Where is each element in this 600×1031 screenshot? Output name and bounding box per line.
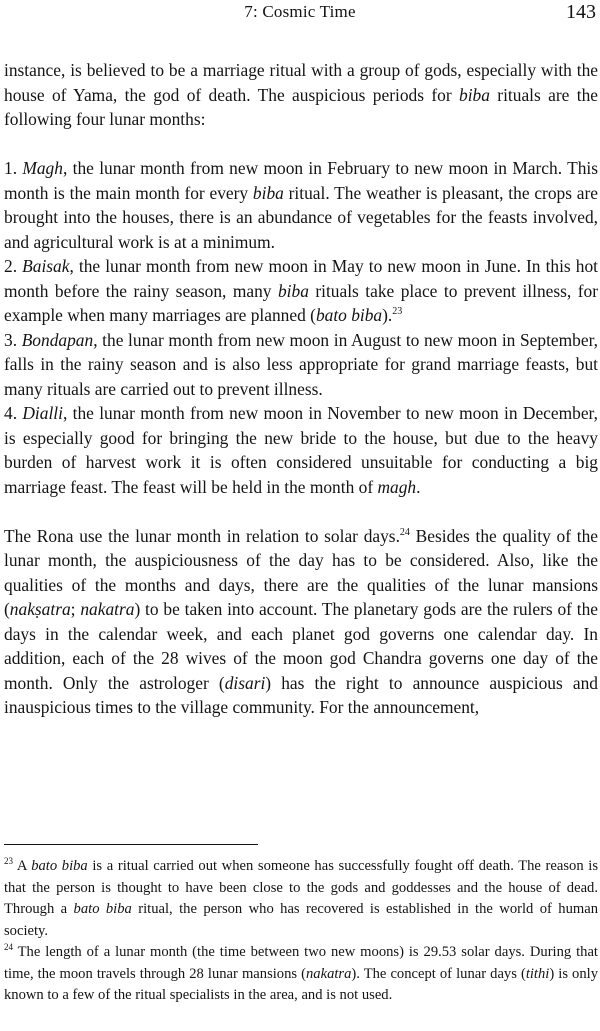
running-head: 7: Cosmic Time (244, 2, 356, 21)
body-text (4, 58, 598, 720)
list-item-baisak: 2. Baisak, the lunar month from new moon in May to new moon in June. In this hot month before the rainy season, many biba rituals take place to prevent illness, for example when many marriages are planned (bato biba).$^{23}$ (4, 256, 599, 325)
paragraph-lunar-month: The Rona use the lunar month in relation to solar days.$^{24}$ Besides the quality of the lunar month, the auspiciousness of the day has to be considered. Also, like the qualities of the months and days, there are the qualities of the lunar mansions (nakṣatra; nakatra) to be taken into account. The planetary gods are the rulers of the days in the calendar week, and each planet god governs one calendar day. In addition, each of the 28 wives of the moon god Chandra governs one day of the month. Only the astrologer (disari) has the right to announce auspicious and inauspicious times to the village community. For the announcement, (4, 525, 599, 717)
footnote-mark: 23 (4, 856, 13, 867)
footnote-24: $^{24}$ The length of a lunar month (the time between two new moons) is 29.53 solar days. During that time, the moon travels through 28 lunar mansions (nakatra). The concept of lunar days (tithi) is only known to a few of the ritual specialists in the area, and is not used. (4, 942, 598, 1003)
footnote-ref-24[interactable]: 24 (399, 526, 410, 538)
footnote-23: $^{23}$ A bato biba is a ritual carried out when someone has successfully fought off death. The reason is that the person is thought to have been close to the gods and goddesses and the house of dead. Through a bato biba ritual, the person who has recovered is established in the world of human society. (4, 856, 598, 939)
paragraph-intro: instance, is believed to be a marriage ritual with a group of gods, especially with the house of Yama, the god of death. The auspicious periods for biba rituals are the following four lunar months: (4, 60, 598, 129)
list-item-dialli: 4. Dialli, the lunar month from new moon in November to new moon in December, is especially good for bringing the new bride to the house, but due to the heavy burden of harvest work it is often considered unsuitable for conducting a big marriage feast. The feast will be held in the month of magh. (4, 403, 598, 497)
footnote-mark: 24 (4, 942, 13, 953)
page-number: 143 (566, 1, 596, 23)
footnote-divider (4, 844, 258, 845)
footnotes (4, 856, 598, 1007)
list-item-bondapan: 3. Bondapan, the lunar month from new moon in August to new moon in September, falls in the rainy season and is also less appropriate for grand marriage feasts, but many rituals are carried out to prevent illness. (4, 329, 599, 399)
list-item-magh: 1. Magh, the lunar month from new moon in February to new moon in March. This month is the main month for every biba ritual. The weather is pleasant, the crops are brought into the houses, there is an abundance of vegetables for the feasts involved, and agricultural work is at a minimum. (4, 158, 599, 252)
page-header (0, 0, 600, 40)
footnote-ref-23[interactable]: 23 (392, 306, 403, 318)
